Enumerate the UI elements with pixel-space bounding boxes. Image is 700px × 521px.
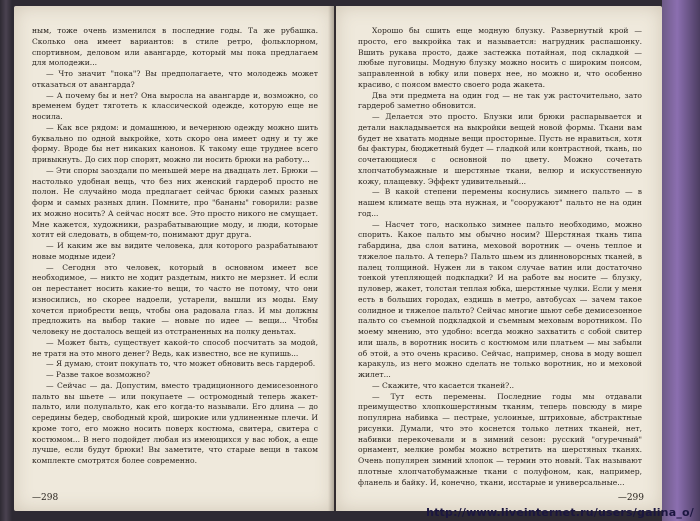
paragraph: — Насчет того, насколько зимнее пальто необходимо, можно спорить. Какое пальто мы обычно носим? Шерстяная ткань типа габардина, два слоя ватина, меховой воротник — очень теплое и тяжелое пальто. А теперь? Пальто шьем из длинноворсных тканей, в палец толщиной. Нужен ли в таком случае ватин или достаточно тонкой утепляющей подкладки? И на работе вы носите — блузку, пуловер, жакет, толстая теплая юбка, шерстяные чулки. Если у меня есть в больших городах, ездишь в метро, автобусах — зачем такое солидное и тяжелое пальто? Сейчас многие шьют себе демисезонное пальто со съемной подкладкой и съемным меховым воротником. По моему мнению, это удобно: всегда можно захватить с собой свитер или шаль, в воротник носить с костюмом или платьем — мы забыли об этой, а это очень красиво. Сейчас, например, снова в моду вошел каракуль, из него можно сделать не только воротник, но и меховой жилет... xyxy=(358,219,642,379)
left-page xyxy=(14,6,334,511)
paragraph: — Может быть, существует какой-то способ посчитать за модой, не тратя на это много денег? Ведь, как известно, все не купишь... xyxy=(32,337,318,358)
paragraph: — Что значит "пока"? Вы предполагаете, что молодежь может отказаться от авангарда? xyxy=(32,69,318,89)
paragraph: Хорошо бы сшить еще модную блузку. Развернутый крой — просто, его выкройка так и называется: нагрудник распашонку. Вшить рукава просто, даже застежка потайная, под складкой — любые пуговицы. Модную блузку можно носить с широким поясом, заправленной в юбку или поверх нее, но можно и, что особенно красиво, с поясом вместо своего рода жакета. xyxy=(358,26,642,89)
right-page xyxy=(336,6,662,511)
paragraph: — А почему бы и нет? Она выросла на авангарде и, возможно, со временем будет тяготеть к классической одежде, которую еще не носила. xyxy=(32,90,318,121)
paragraph: — Как все рядом: и домашнюю, и вечернюю одежду можно шить буквально по одной выкройке, хоть скоро она имеет одну и ту же форму. Вроде бы нет никаких канонов. К такому еще труднее всего привыкнуть. До сих пор спорят, можно ли носить брюки на работу... xyxy=(32,122,318,164)
paragraph: ным, тоже очень изменился в последние годы. Та же рубашка. Сколько она имеет вариантов: в стиле ретро, фольклорном, спортивном, деловом или авангарде, который мы пока предлагаем для молодежи... xyxy=(32,26,318,68)
right-page-text xyxy=(358,26,642,488)
paragraph: Два эти предмета на один год — не так уж расточительно, зато гардероб заметно обновится. xyxy=(358,90,642,111)
paragraph: — Сегодня это человек, который в основном имеет все необходимое, — никто не ходит раздетым, никто не мерзнет. И если он перестанет носить какие-то вещи, то часто не потому, что они износились, но скорее надоели, устарели, вышли из моды. Ему хочется приобрести вещь, чтобы она радовала глаз. И мы должны предложить на выбор такие — новые по идее — вещи... Чтобы человеку не досталось вещей из отстраненных на полку деньтах. xyxy=(32,262,318,336)
paragraph: — Эти споры заоздали по меньшей мере на двадцать лет. Брюки — настолько удобная вещь, что без них женский гардероб просто не полон. Не случайно мода предлагает сейчас брюки самых разных форм и самых разных длин. Помните, про "бананы" говорили: разве их можно носить? А сейчас носят все. Это просто никого не смущает. Мне кажется, художники, разрабатывающие моду, и люди, которые хотят ей следовать, в общем-то, понимают друг друга. xyxy=(32,165,318,240)
page-number: —298 xyxy=(32,493,59,503)
paragraph: — И каким же вы видите человека, для которого разрабатывают новые модные идеи? xyxy=(32,241,318,261)
watermark-url: http://www.liveinternet.ru/users/galina_o/ xyxy=(426,506,694,519)
paragraph: — В какой степени перемены коснулись зимнего пальто — в нашем климате вещь эта нужная, и "сооружают" пальто не на один год... xyxy=(358,187,642,218)
page-number: —299 xyxy=(617,493,644,503)
paragraph: — Сейчас — да. Допустим, вместо традиционного демисезонного пальто вы шьете — или покупаете — остромодный теперь жакет-пальто, или полупальто, как его когда-то называли. Его длина — до середины бедер, свободный крой, широкие или удлиненные плечи. И кроме того, его можно носить поверх костюма, свитера, свитера с костюмом... В него подойдет любая из имеющихся у вас юбок, а еще лучше, если будут брюки! Вы заметите, что старые вещи в таком комплекте смотрятся более современно. xyxy=(32,380,318,465)
paragraph: — Разве такое возможно? xyxy=(46,370,151,379)
paragraph: — Скажите, что касается тканей?.. xyxy=(372,380,515,390)
left-page-text xyxy=(32,26,318,467)
book-cover-edge xyxy=(662,0,700,521)
paragraph: — Делается это просто. Блузки или брюки распарывается и детали накладывается на выкройки вещей новой формы. Ткани вам будет не хватать модные вещи просторные. Пусть не нравиться, хотя бы фактуры, бюджетный будет — гладкой или контрастной, ткань, по сочетающиеся с основной по цвету. Можно сочетать хлопчатобумажные и шерстяные ткани, велюр и искусственную кожу, плащевку. Эффект удивительный... xyxy=(358,112,642,186)
paragraph: — Я думаю, стоит покупать то, что может обновить весь гардероб. xyxy=(46,359,316,369)
paragraph: — Тут есть перемены. Последние годы мы отдавали преимущество хлопкошерстяным тканям, теперь повсюду в мире популярна набивка — пестрые, услоиные, штриховые, абстрактные рисунки. Думали, что это коснется только летних тканей, нет, набивки перекочевали и в зимний сезон: русский "огуречный" орнамент, мелкие ромбы можно встретить на шерстяных тканях. Очень популярен зимний хлопок — термин это новый. Так называют плотные хлопчатобумажные ткани с полуфоном, как, например, фланель и байку. И, конечно, ткани, исстарые и универсальные... xyxy=(358,391,642,487)
